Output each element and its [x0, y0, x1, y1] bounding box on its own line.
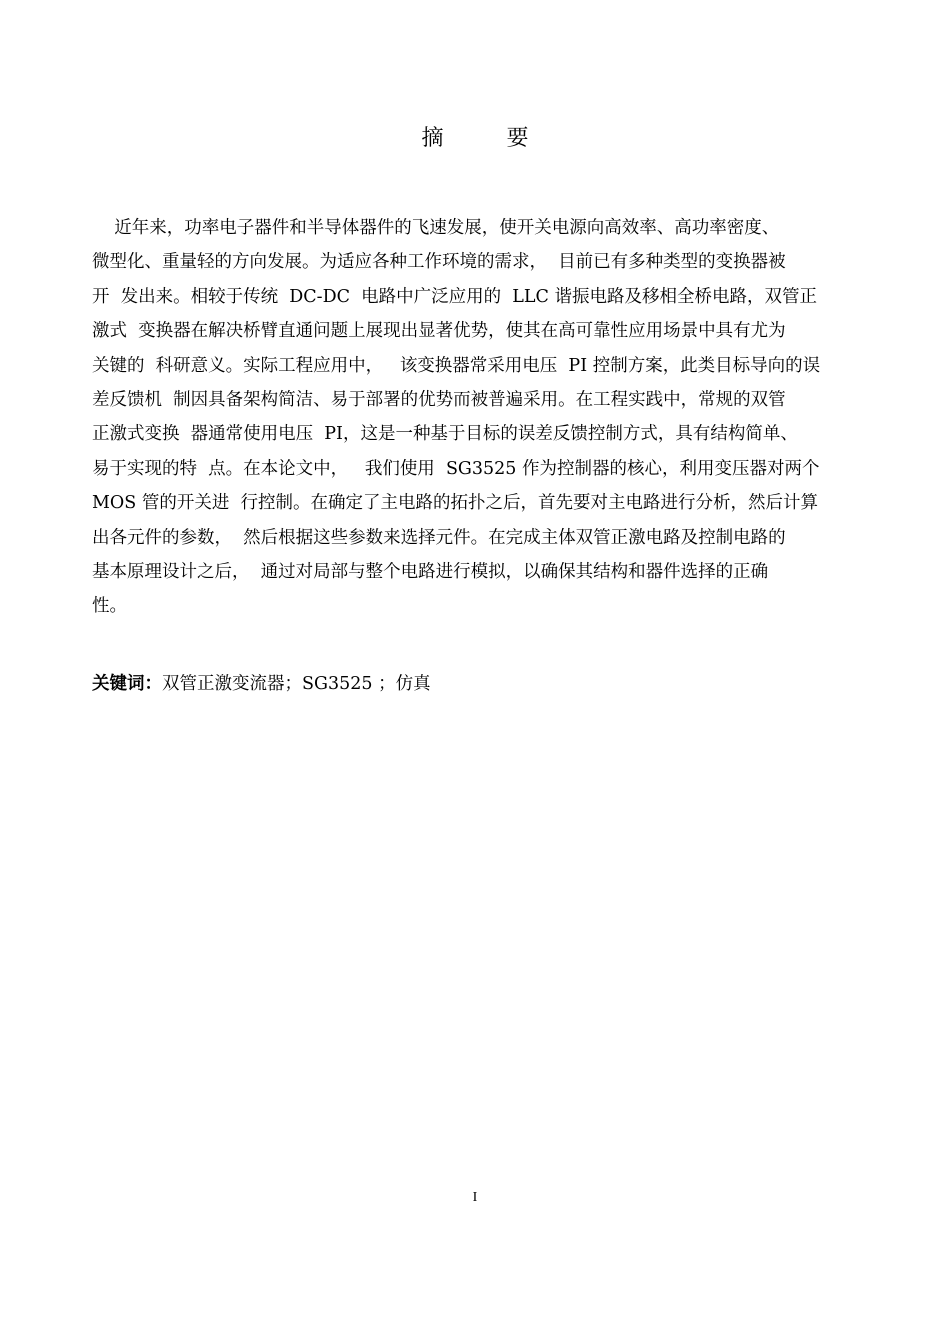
abstract-line: 性。: [92, 596, 127, 617]
abstract-line: 开 发出来。相较于传统 DC-DC 电路中广泛应用的 LLC 谐振电路及移相全桥电路，双管正: [92, 286, 817, 307]
abstract-line: 差反馈机 制因具备架构简洁、易于部署的优势而被普遍采用。在工程实践中，常规的双管: [92, 389, 786, 410]
abstract-line: 微型化、重量轻的方向发展。为适应各种工作环境的需求， 目前已有多种类型的变换器被: [92, 252, 786, 273]
abstract-line: 正激式变换 器通常使用电压 PI，这是一种基于目标的误差反馈控制方式，具有结构简单、: [92, 424, 798, 445]
keywords-value: 双管正激变流器；SG3525 ；仿真: [162, 674, 431, 694]
abstract-title: 摘 要: [421, 126, 557, 151]
keywords-label: 关键词：: [92, 674, 162, 694]
abstract-line: 关键的 科研意义。实际工程应用中， 该变换器常采用电压 PI 控制方案，此类目标导向的误: [92, 355, 821, 376]
abstract-line: 近年来，功率电子器件和半导体器件的飞速发展，使开关电源向高效率、高功率密度、: [92, 218, 780, 238]
abstract-line: 基本原理设计之后， 通过对局部与整个电路进行模拟，以确保其结构和器件选择的正确: [92, 561, 769, 582]
keywords-line: [92, 668, 431, 700]
abstract-body: [92, 211, 862, 624]
abstract-line: 出各元件的参数， 然后根据这些参数来选择元件。在完成主体双管正激电路及控制电路的: [92, 527, 786, 548]
abstract-line: 易于实现的特 点。在本论文中， 我们使用 SG3525 作为控制器的核心，利用变压器对两个: [92, 458, 820, 479]
abstract-line: MOS 管的开关进 行控制。在确定了主电路的拓扑之后，首先要对主电路进行分析，然后计算: [92, 493, 818, 514]
page-number: I: [472, 1190, 478, 1205]
abstract-line: 激式 变换器在解决桥臂直通问题上展现出显著优势，使其在高可靠性应用场景中具有尤为: [92, 321, 786, 342]
